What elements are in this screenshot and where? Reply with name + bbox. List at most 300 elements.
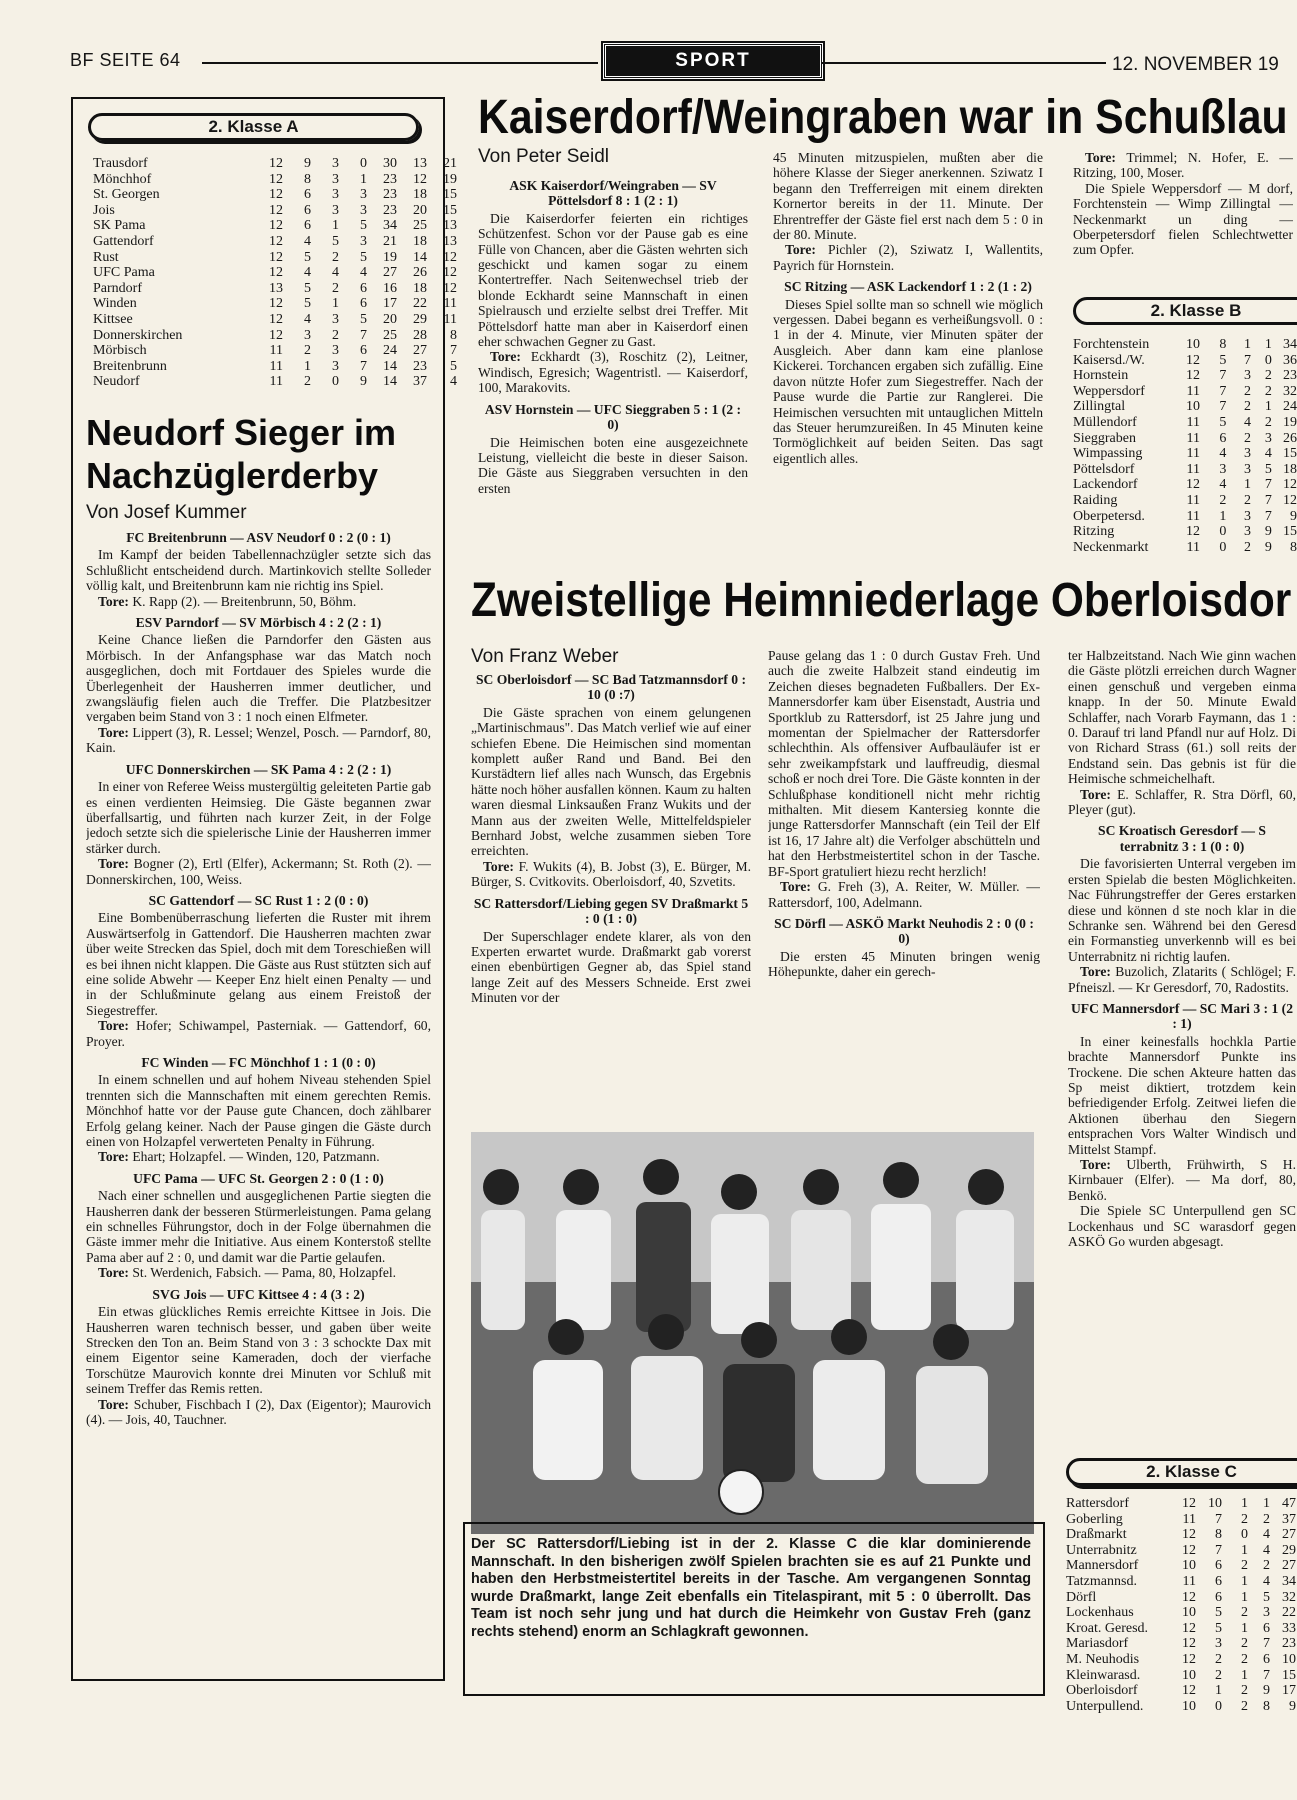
standings-row <box>1073 493 1297 509</box>
stat-cell: 13 <box>443 233 457 249</box>
page-number: BF SEITE 64 <box>70 50 181 70</box>
stat-cell: 12 <box>413 171 427 187</box>
stat-cell: 4 <box>304 265 311 281</box>
stat-cell: 7 <box>1219 399 1227 415</box>
team-name: Unterpullend. <box>1066 1698 1144 1714</box>
header-rule-left <box>202 62 598 64</box>
stat-cell: 7 <box>450 343 457 359</box>
photo-caption: Der SC Rattersdorf/Liebing ist in der 2. Klasse C die klar dominierende Mannschaft. In den bisherigen zwölf Spielen brachten sie es auf 21 Punkte und haben den Herbstmeistertitel bereits in der Tasche. Am vergangenen Sonntag wurde Draßmarkt, lange Zeit ebenfalls ein Titelaspirant, mit 5 : 0 überrollt. Das Team ist noch sehr jung und hat durch die Heimkehr von Gustav Freh (ganz rechts stehend) enorm an Schlagkraft gewonnen. <box>471 1536 1031 1640</box>
stat-cell: 11 <box>269 358 283 374</box>
stat-cell: 7 <box>1264 492 1272 508</box>
match-heading: SVG Jois — UFC Kittsee 4 : 4 (3 : 2) <box>152 1286 365 1302</box>
team-name: Mannersdorf <box>1066 1558 1139 1574</box>
stat-cell: 0 <box>1219 539 1227 555</box>
stat-cell: 22 <box>413 296 427 312</box>
stat-cell: 21 <box>383 233 397 249</box>
scorers-text: E. Schlaffer, R. Stra Dörfl, 60, Pleyer (gut). <box>1068 786 1296 818</box>
scorers-line <box>86 725 431 756</box>
section-label: SPORT <box>603 43 823 79</box>
stat-cell: 2 <box>1241 1605 1248 1621</box>
stat-cell: 3 <box>332 187 339 203</box>
paragraph: Dieses Spiel sollte man so schnell wie möglich vergessen. Dabei begann es verheißungsvoll. 0 : 1 in der 4. Minute, vier Minuten später der Ausgleich. Aber dann kam eine planlose Kickerei. Torchancen ergaben sich zufällig. Eine davon nützte Hofer zum Siegestreffer. Nach der Pause wurde die Partie zur Ranglerei. Die Heimischen versuchten mit untauglichen Mitteln das Steuer herumzureißen. In 45 Minuten keine Tormöglichkeit auf beiden Seiten. Das sagt eigentlich alles. <box>773 296 1043 466</box>
stat-cell: 23 <box>383 202 397 218</box>
stat-cell: 5 <box>304 249 311 265</box>
stat-cell: 1 <box>1215 1683 1222 1699</box>
standings-row <box>93 172 457 188</box>
stat-cell: 3 <box>332 343 339 359</box>
stat-cell: 4 <box>332 265 339 281</box>
team-name: Hornstein <box>1073 368 1129 384</box>
stat-cell: 5 <box>304 280 311 296</box>
stat-cell: 1 <box>1241 1667 1248 1683</box>
standings-row <box>1073 337 1297 353</box>
stat-cell: 4 <box>360 265 367 281</box>
stat-cell: 3 <box>1243 446 1251 462</box>
stat-cell: 16 <box>383 280 397 296</box>
stat-cell: 6 <box>304 187 311 203</box>
stat-cell: 12 <box>443 249 457 265</box>
klasse-c-table <box>1066 1496 1296 1714</box>
stat-cell: 4 <box>1264 446 1272 462</box>
stat-cell: 7 <box>1219 368 1227 384</box>
match-heading: FC Breitenbrunn — ASV Neudorf 0 : 2 (0 : 1) <box>126 530 391 545</box>
team-name: Rust <box>93 249 119 265</box>
stat-cell: 27 <box>413 343 427 359</box>
stat-cell: 1 <box>1264 337 1272 352</box>
stat-cell: 8 <box>1215 1527 1222 1543</box>
paragraph: Die Gäste sprachen von einem gelungenen „Martinischmaus". Das Match verlief wie auf einer schiefen Ebene. Die Heimischen sind momentan komplett außer Rand und Band. Bei den Kurstädtern lief alles nach Wunsch, das Ergebnis hätte noch höher ausfallen können. Kaum zu halten waren diesmal Linksaußen Franz Wukits und der Mann aus der zweiten Welle, Mittelfeldspieler Bernhard Jobst, welche zusammen sieben Tore erreichten. <box>471 704 751 859</box>
stat-cell: 10 <box>1182 1667 1196 1683</box>
stat-cell: 2 <box>1243 430 1251 446</box>
match-heading: ASK Kaiserdorf/Weingraben — SV Pöttelsdorf 8 : 1 (2 : 1) <box>509 178 717 209</box>
stat-cell: 11 <box>1186 492 1200 508</box>
stat-cell: 2 <box>1241 1683 1248 1699</box>
stat-cell: 4 <box>1243 414 1251 430</box>
scorers-line <box>1068 964 1296 995</box>
stat-cell: 1 <box>1263 1496 1270 1511</box>
scorers-label: Tore: <box>483 858 514 874</box>
stat-cell: 10 <box>1186 399 1200 415</box>
stat-cell: 3 <box>1243 461 1251 477</box>
team-name: Unterrabnitz <box>1066 1542 1137 1558</box>
stat-cell: 2 <box>1241 1651 1248 1667</box>
byline-neudorf: Von Josef Kummer <box>86 502 247 523</box>
stat-cell: 6 <box>1263 1620 1270 1636</box>
paragraph: Eine Bombenüberraschung lieferten die Ruster mit ihrem Auswärtserfolg in Gattendorf. Die Hausherren machten zwar über weite Strecken das Spiel, doch mit dem Toreschießen will es bei ihnen nicht klappen. Die Gäste aus Rust stützten sich auf eine solide Abwehr — Keeper Enz hielt einen Penalty — und in der Schlußminute gelang aus einem Freistoß der Siegestreffer. <box>86 910 431 1018</box>
standings-row <box>1073 431 1297 447</box>
stat-cell: 9 <box>304 156 311 171</box>
team-name: Müllendorf <box>1073 414 1137 430</box>
stat-cell: 14 <box>413 249 427 265</box>
stat-cell: 4 <box>450 374 457 390</box>
stat-cell: 12 <box>269 156 283 171</box>
stat-cell: 13 <box>413 156 427 171</box>
stat-cell: 8 <box>304 171 311 187</box>
stat-cell: 7 <box>1219 383 1227 399</box>
stat-cell: 1 <box>1243 337 1251 352</box>
stat-cell: 2 <box>332 280 339 296</box>
stat-cell: 17 <box>1282 1683 1296 1699</box>
scorers-line <box>1073 150 1293 181</box>
scorers-text: St. Werdenich, Fabsich. — Pama, 80, Holzapfel. <box>128 1265 397 1281</box>
team-photo-illustration <box>471 1132 1034 1534</box>
paragraph: Die Spiele SC Unterpullend gen SC Lockenhaus und SC warasdorf gegen ASKÖ Go wurden abgesagt. <box>1068 1203 1296 1250</box>
stat-cell: 3 <box>1264 430 1272 446</box>
standings-row <box>1066 1496 1296 1512</box>
stat-cell: 0 <box>1241 1527 1248 1543</box>
standings-row <box>1066 1527 1296 1543</box>
stat-cell: 1 <box>304 358 311 374</box>
stat-cell: 11 <box>1186 446 1200 462</box>
stat-cell: 24 <box>1283 399 1297 415</box>
team-name: UFC Pama <box>93 265 155 281</box>
stat-cell: 23 <box>383 171 397 187</box>
stat-cell: 4 <box>1219 446 1227 462</box>
article-oberloisdorf-col3 <box>1068 648 1296 1383</box>
stat-cell: 5 <box>450 358 457 374</box>
stat-cell: 3 <box>332 311 339 327</box>
standings-row <box>1073 353 1297 369</box>
match-heading: UFC Donnerskirchen — SK Pama 4 : 2 (2 : 1) <box>125 761 392 777</box>
stat-cell: 29 <box>1282 1542 1296 1558</box>
scorers-line <box>478 349 748 395</box>
team-name: Lackendorf <box>1073 477 1138 493</box>
scorers-text: Trimmel; N. Hofer, E. — Ritzing, 100, Moser. <box>1073 150 1293 181</box>
paragraph: Keine Chance ließen die Parndorfer den Gästen aus Mörbisch. In der Anfangsphase war das Match noch ausgeglichen, doch mit Fortdauer des Spieles wurde die Überlegenheit der Hausherren immer deutlicher, und zwangsläufig fielen auch die Treffer. Die Platzbesitzer vergaben beim Stand von 3 : 1 noch einen Elfmeter. <box>86 632 431 725</box>
stat-cell: 11 <box>1186 383 1200 399</box>
match-heading: SC Dörfl — ASKÖ Markt Neuhodis 2 : 0 (0 : 0) <box>774 915 1034 947</box>
stat-cell: 18 <box>1283 461 1297 477</box>
stat-cell: 15 <box>443 202 457 218</box>
stat-cell: 23 <box>1282 1636 1296 1652</box>
standings-row <box>93 203 457 219</box>
stat-cell: 7 <box>1264 508 1272 524</box>
stat-cell: 12 <box>443 280 457 296</box>
stat-cell: 9 <box>1290 508 1297 524</box>
standings-row <box>1066 1558 1296 1574</box>
standings-row <box>1066 1683 1296 1699</box>
stat-cell: 13 <box>443 218 457 234</box>
team-name: Pöttelsdorf <box>1073 461 1135 477</box>
scorers-text: Eckhardt (3), Roschitz (2), Leitner, Windisch, Egresich; Wagentristl. — Kaiserdorf, 100, Marakovits. <box>478 349 748 396</box>
stat-cell: 11 <box>1186 539 1200 555</box>
team-name: Kleinwarasd. <box>1066 1667 1141 1683</box>
stat-cell: 25 <box>413 218 427 234</box>
team-name: Ritzing <box>1073 524 1115 540</box>
team-name: Kaisersd./W. <box>1073 352 1145 368</box>
stat-cell: 12 <box>1186 352 1200 368</box>
stat-cell: 1 <box>1241 1542 1248 1558</box>
stat-cell: 12 <box>1182 1620 1196 1636</box>
team-name: Trausdorf <box>93 156 148 171</box>
scorers-text: Ulberth, Frühwirth, S H. Kirnbauer (Elfer). — Ma dorf, 80, Benkö. <box>1068 1157 1296 1203</box>
stat-cell: 12 <box>1182 1683 1196 1699</box>
stat-cell: 1 <box>332 218 339 234</box>
stat-cell: 17 <box>383 296 397 312</box>
stat-cell: 12 <box>1182 1589 1196 1605</box>
scorers-text: Schuber, Fischbach I (2), Dax (Eigentor); Maurovich (4). — Jois, 40, Tauchner. <box>86 1396 431 1427</box>
stat-cell: 5 <box>1219 352 1227 368</box>
scorers-label: Tore: <box>98 1018 129 1034</box>
standings-row <box>1073 415 1297 431</box>
stat-cell: 9 <box>1263 1683 1270 1699</box>
stat-cell: 23 <box>1283 368 1297 384</box>
stat-cell: 2 <box>1263 1511 1270 1527</box>
stat-cell: 3 <box>1215 1636 1222 1652</box>
scorers-text: K. Rapp (2). — Breitenbrunn, 50, Böhm. <box>128 593 357 609</box>
stat-cell: 8 <box>1263 1698 1270 1714</box>
scorers-label: Tore: <box>490 349 521 365</box>
scorers-line <box>1068 1157 1296 1203</box>
stat-cell: 6 <box>1215 1558 1222 1574</box>
match-heading: UFC Pama — UFC St. Georgen 2 : 0 (1 : 0) <box>133 1170 384 1186</box>
stat-cell: 2 <box>1243 539 1251 555</box>
team-name: Mariasdorf <box>1066 1636 1129 1652</box>
klasse-b-table <box>1073 337 1297 555</box>
scorers-line <box>471 859 751 890</box>
stat-cell: 12 <box>269 296 283 312</box>
stat-cell: 4 <box>304 311 311 327</box>
standings-row <box>1066 1668 1296 1684</box>
stat-cell: 2 <box>304 343 311 359</box>
standings-row <box>93 156 457 172</box>
team-name: Parndorf <box>93 280 142 296</box>
match-heading: SC Gattendorf — SC Rust 1 : 2 (0 : 0) <box>148 892 369 908</box>
stat-cell: 12 <box>443 265 457 281</box>
team-name: Kroat. Geresd. <box>1066 1620 1149 1636</box>
headline-neudorf-line2: Nachzüglerderby <box>86 455 379 496</box>
stat-cell: 7 <box>1264 477 1272 493</box>
standings-row <box>93 296 457 312</box>
stat-cell: 1 <box>360 171 367 187</box>
stat-cell: 4 <box>1263 1573 1270 1589</box>
stat-cell: 6 <box>1215 1589 1222 1605</box>
scorers-text: Ehart; Holzapfel. — Winden, 120, Patzmann. <box>128 1149 380 1165</box>
stat-cell: 10 <box>1182 1558 1196 1574</box>
team-name: St. Georgen <box>93 187 160 203</box>
scorers-line <box>86 1018 431 1049</box>
paragraph: Die Kaiserdorfer feierten ein richtiges Schützenfest. Schon vor der Pause gab es eine Fülle von Chancen, aber die Gästen wehrten sich geschickt und kamen sogar zu einem Kontertreffer. Nach Seitenwechsel trieb der blonde Eckhardt seine Mannschaft in einen Spielrausch und erzielte selbst drei Treffer. Mit Pöttelsdorf hatte man aber in Kaiserdorf einen eher schwachen Gegner zu Gast. <box>478 210 748 350</box>
stat-cell: 12 <box>269 265 283 281</box>
stat-cell: 2 <box>1264 368 1272 384</box>
scorers-line <box>773 242 1043 273</box>
stat-cell: 5 <box>360 218 367 234</box>
stat-cell: 11 <box>443 311 457 327</box>
team-name: Neckenmarkt <box>1073 539 1149 555</box>
scorers-label: Tore: <box>98 1396 129 1412</box>
stat-cell: 12 <box>269 233 283 249</box>
stat-cell: 7 <box>360 327 367 343</box>
paragraph: Der Superschlager endete klarer, als von den Experten erwartet wurde. Draßmarkt gab vorerst einen ebenbürtigen Gegner ab, das Spiel stand lange Zeit auf des Messers Schneide. Erst zwei Minuten vor der <box>471 928 751 1006</box>
paragraph: Die ersten 45 Minuten bringen wenig Höhepunkte, daher ein gerech- <box>768 948 1040 980</box>
stat-cell: 3 <box>1219 461 1227 477</box>
team-name: Donnerskirchen <box>93 327 183 343</box>
stat-cell: 14 <box>383 358 397 374</box>
standings-row <box>93 250 457 266</box>
stat-cell: 29 <box>413 311 427 327</box>
stat-cell: 2 <box>332 249 339 265</box>
team-name: Goberling <box>1066 1511 1123 1527</box>
klasse-b-title: 2. Klasse B <box>1073 297 1297 325</box>
scorers-text: Pichler (2), Sziwatz I, Wallentits, Payrich für Hornstein. <box>773 242 1043 273</box>
team-name: Jois <box>93 202 115 218</box>
team-name: Mörbisch <box>93 343 147 359</box>
stat-cell: 7 <box>1215 1511 1222 1527</box>
stat-cell: 11 <box>443 296 457 312</box>
team-name: Gattendorf <box>93 233 154 249</box>
scorers-label: Tore: <box>98 1265 129 1281</box>
klasse-a-title: 2. Klasse A <box>88 113 419 141</box>
scorers-text: Buzolich, Zlatarits ( Schlögel; F. Pfneiszl. — Kr Geresdorf, 70, Radostits. <box>1068 964 1296 995</box>
team-name: Kittsee <box>93 311 133 327</box>
scorers-label: Tore: <box>98 593 129 609</box>
stat-cell: 12 <box>269 327 283 343</box>
stat-cell: 3 <box>1243 508 1251 524</box>
stat-cell: 8 <box>450 327 457 343</box>
stat-cell: 37 <box>413 374 427 390</box>
scorers-label: Tore: <box>98 1149 129 1165</box>
stat-cell: 4 <box>304 233 311 249</box>
stat-cell: 3 <box>360 233 367 249</box>
stat-cell: 12 <box>1182 1496 1196 1511</box>
scorers-label: Tore: <box>785 242 816 258</box>
match-heading: SC Kroatisch Geresdorf — S terrabnitz 3 : 1 (0 : 0) <box>1098 823 1266 854</box>
header-rule-right <box>822 62 1106 64</box>
stat-cell: 19 <box>443 171 457 187</box>
stat-cell: 3 <box>360 187 367 203</box>
byline-kaiserdorf: Von Peter Seidl <box>478 146 609 167</box>
stat-cell: 9 <box>1264 539 1272 555</box>
stat-cell: 4 <box>1219 477 1227 493</box>
issue-date: 12. NOVEMBER 19 <box>1112 54 1279 75</box>
scorers-label: Tore: <box>1080 964 1111 980</box>
stat-cell: 20 <box>413 202 427 218</box>
paragraph: Die Heimischen boten eine ausgezeichnete Leistung, vielleicht die beste in dieser Saison. Die Gäste aus Sieggraben versuchten in den ersten <box>478 434 748 496</box>
byline-oberloisdorf: Von Franz Weber <box>471 646 619 667</box>
continued-paragraph: 45 Minuten mitzuspielen, mußten aber die höhere Klasse der Sieger anerkennen. Sziwatz I begann den Trefferreigen mit einem direkten Kornertor bereits in der 11. Minute. Der Ehrentreffer der Gäste fiel erst nach dem 5 : 0 in der 80. Minute. <box>773 150 1043 243</box>
stat-cell: 12 <box>1182 1636 1196 1652</box>
team-photo <box>471 1132 1034 1534</box>
stat-cell: 11 <box>1186 508 1200 524</box>
stat-cell: 27 <box>383 265 397 281</box>
team-name: M. Neuhodis <box>1066 1651 1140 1667</box>
stat-cell: 23 <box>413 358 427 374</box>
standings-row <box>1066 1590 1296 1606</box>
klasse-a-table <box>93 156 457 390</box>
stat-cell: 1 <box>1243 477 1251 493</box>
article-neudorf-body <box>86 524 431 1664</box>
stat-cell: 12 <box>1283 477 1297 493</box>
headline-neudorf-line1: Neudorf Sieger im <box>86 412 397 453</box>
stat-cell: 11 <box>269 374 283 390</box>
stat-cell: 34 <box>1282 1573 1296 1589</box>
stat-cell: 28 <box>413 327 427 343</box>
standings-row <box>1066 1605 1296 1621</box>
standings-row <box>1066 1636 1296 1652</box>
standings-row <box>1073 446 1297 462</box>
stat-cell: 2 <box>1241 1558 1248 1574</box>
team-name: Forchtenstein <box>1073 337 1150 352</box>
match-heading: SC Rattersdorf/Liebing gegen SV Draßmarkt 5 : 0 (1 : 0) <box>473 895 749 927</box>
match-heading: SC Oberloisdorf — SC Bad Tatzmannsdorf 0 : 10 (0 :7) <box>475 672 747 703</box>
scorers-line <box>86 856 431 887</box>
stat-cell: 5 <box>1219 414 1227 430</box>
paragraph: Nach einer schnellen und ausgeglichenen Partie siegten die Hausherren dank der besseren Stürmerleistungen. Pama gelang ein schnelles Führungstor, doch in der Folge übernahmen die Gäste immer mehr die Initiative. Aus einem Konterstoß stellte Pama aber auf 2 : 0, und damit war die Partie gelaufen. <box>86 1188 431 1265</box>
stat-cell: 12 <box>269 187 283 203</box>
stat-cell: 0 <box>332 374 339 390</box>
standings-row <box>1066 1574 1296 1590</box>
stat-cell: 3 <box>1243 368 1251 384</box>
stat-cell: 5 <box>1215 1620 1222 1636</box>
scorers-text: Hofer; Schiwampel, Pasterniak. — Gattendorf, 60, Proyer. <box>86 1018 431 1049</box>
stat-cell: 6 <box>1215 1573 1222 1589</box>
match-heading: ESV Parndorf — SV Mörbisch 4 : 2 (2 : 1) <box>135 615 382 631</box>
stat-cell: 8 <box>1219 337 1227 352</box>
paragraph: In einer von Referee Weiss mustergültig geleiteten Partie gab es einen verdienten Heimsieg. Die Gäste begannen zwar überfallsartig, und führten nach kurzer Zeit, in der Folge jedoch setzte sich die spielerische Linie der Hausherren immer stärker durch. <box>86 779 431 856</box>
team-name: Neudorf <box>93 374 140 390</box>
stat-cell: 3 <box>332 358 339 374</box>
stat-cell: 3 <box>332 156 339 171</box>
team-name: Rattersdorf <box>1066 1496 1129 1511</box>
stat-cell: 27 <box>1282 1527 1296 1543</box>
stat-cell: 11 <box>269 343 283 359</box>
stat-cell: 2 <box>1241 1698 1248 1714</box>
standings-row <box>1066 1699 1296 1715</box>
stat-cell: 2 <box>1264 383 1272 399</box>
standings-row <box>93 328 457 344</box>
stat-cell: 30 <box>383 156 397 171</box>
stat-cell: 3 <box>360 202 367 218</box>
standings-row <box>1066 1512 1296 1528</box>
stat-cell: 12 <box>1182 1651 1196 1667</box>
stat-cell: 5 <box>360 249 367 265</box>
standings-row <box>1073 462 1297 478</box>
scorers-line <box>86 594 431 609</box>
team-name: Oberpetersd. <box>1073 508 1145 524</box>
standings-row <box>1066 1621 1296 1637</box>
stat-cell: 3 <box>1263 1605 1270 1621</box>
stat-cell: 32 <box>1282 1589 1296 1605</box>
standings-row <box>1073 540 1297 556</box>
stat-cell: 27 <box>1282 1558 1296 1574</box>
continued-paragraph: Pause gelang das 1 : 0 durch Gustav Freh. Und auch die zweite Halbzeit stand eindeutig im Zeichen dieses begnadeten Fußballers. Der Ex-Mannersdorfer kam über Eisenstadt, Austria und Sportklub zu Rattersdorf, ist 25 Jahre jung und momentan der Spielmacher der Rattersdorfer schlechthin. Als offensiver Aufbauläufer ist er sehr zweikampfstark und lauffreudig, diesmal schoß er noch drei Tore. Die Gäste konnten in der Schlußphase konditionell nicht mehr richtig mithalten. Mit diesem Kantersieg konnte die junge Rattersdorfer Mannschaft (ein Teil der Elf ist 16, 17 Jahre alt) die Verfolger abschütteln und hat den Herbstmeistertitel schon in der Tasche. BF-Sport gratuliert hiezu recht herzlich! <box>768 648 1040 879</box>
stat-cell: 9 <box>1289 1698 1296 1714</box>
stat-cell: 7 <box>360 358 367 374</box>
standings-row <box>93 265 457 281</box>
stat-cell: 5 <box>304 296 311 312</box>
stat-cell: 12 <box>1186 477 1200 493</box>
stat-cell: 11 <box>1186 461 1200 477</box>
stat-cell: 10 <box>1282 1651 1296 1667</box>
stat-cell: 14 <box>383 374 397 390</box>
stat-cell: 1 <box>1219 508 1227 524</box>
match-heading: UFC Mannersdorf — SC Mari 3 : 1 (2 : 1) <box>1070 1000 1293 1032</box>
team-name: Zillingtal <box>1073 399 1126 415</box>
stat-cell: 18 <box>413 280 427 296</box>
headline-oberloisdorf: Zweistellige Heimniederlage Oberloisdor <box>471 574 1292 627</box>
paragraph: In einer keinesfalls hochkla Partie brachte Mannersdorf Punkte ins Trockene. Die schen Akteure hatten das Sp meist diktiert, trotzdem kein befriedigender Erfolg. Zeitwei liefen die Aktionen überhau den Siegern entsprachen Vors Walter Windisch und Mittelst Stampf. <box>1068 1033 1296 1157</box>
paragraph: Die favorisierten Unterral vergeben im ersten Spielab die besten Möglichkeiten. Nac Führungstreffer der Geres erstarken diese und können d ste noch klar in die Schranke sen. Während bei den Geresd ein Formanstieg unverkennb will es bei Unterrabnitz ni richtig laufen. <box>1068 856 1296 964</box>
standings-row <box>1073 477 1297 493</box>
stat-cell: 1 <box>1241 1573 1248 1589</box>
scorers-label: Tore: <box>1080 1157 1111 1172</box>
stat-cell: 23 <box>383 187 397 203</box>
stat-cell: 9 <box>360 374 367 390</box>
stat-cell: 0 <box>360 156 367 171</box>
stat-cell: 11 <box>1182 1573 1196 1589</box>
stat-cell: 12 <box>1186 524 1200 540</box>
paragraph: In einem schnellen und auf hohem Niveau stehenden Spiel trennten sich die Mannschaften mit einem gerechten Remis. Mönchhof hatte vor der Pause gute Chancen, doch zählbarer Erfolg gelang keiner. Nach der Pause gingen die Gäste durch einen von Holzapfel verwerteten Penalty in Führung. <box>86 1072 431 1150</box>
